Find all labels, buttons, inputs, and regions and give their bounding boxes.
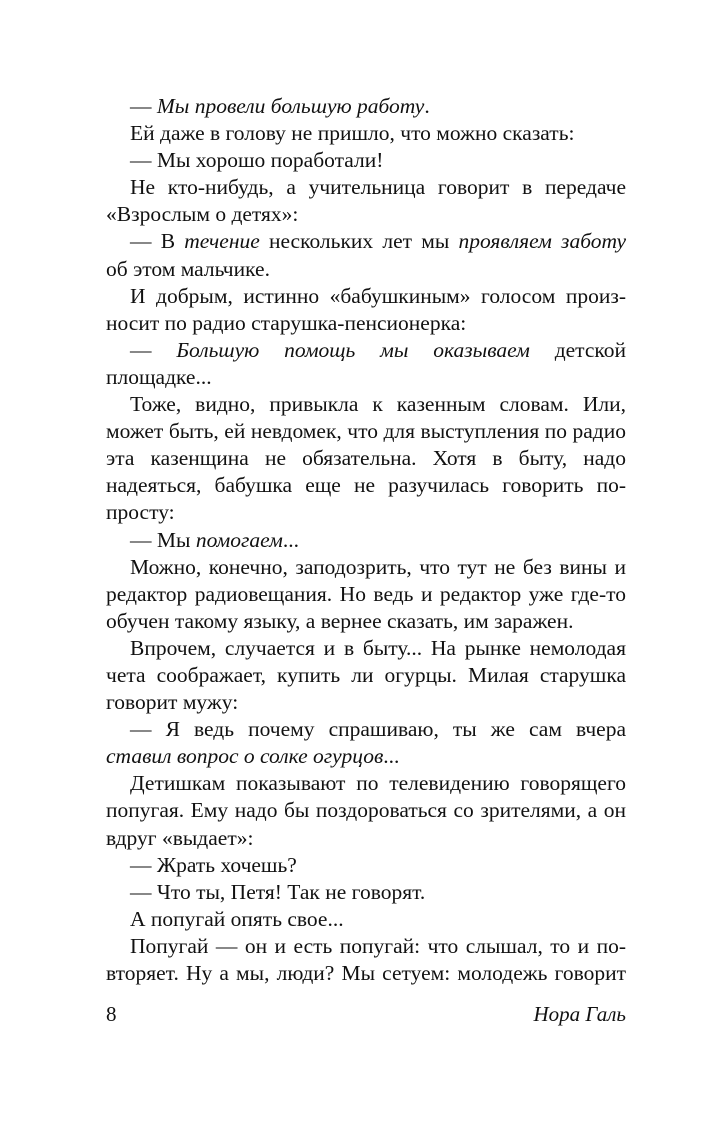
text-run: — Мы хорошо поработали! (130, 148, 384, 173)
paragraph (106, 228, 626, 282)
text-run: — Я ведь почему спрашиваю, ты же сам вчера (130, 717, 626, 742)
text-run: — (130, 337, 177, 362)
text-run: детской площадке... (106, 337, 626, 389)
text-run: А попугай опять свое... (130, 906, 344, 931)
text-run: — В (130, 229, 185, 254)
page-body (106, 93, 626, 987)
paragraph (106, 635, 626, 716)
italic-run: проявляем заботу (458, 229, 627, 254)
paragraph (106, 554, 626, 635)
paragraph (106, 391, 626, 526)
paragraph (106, 933, 626, 987)
text-run: Впрочем, случается и в быту... На рынке немолодая чета соображает, купить ли огурцы. Милая старушка говорит мужу: (106, 635, 626, 715)
text-run: Можно, конечно, заподозрить, что тут не без вины и редактор радиовещания. Но ведь и редактор уже где-то обучен такому языку, а вернее сказать, им заражен. (106, 554, 626, 633)
paragraph (106, 852, 626, 879)
italic-run: ставил вопрос о солке огурцов (106, 744, 384, 769)
paragraph (106, 93, 626, 120)
paragraph (106, 716, 626, 770)
italic-run: течение (184, 229, 260, 254)
author-name: Нора Галь (533, 1002, 626, 1026)
text-run: Попугай — он и есть попугай: что слышал, то и повторяет. Ну а мы, люди? Мы сетуем: молодежь говорит (106, 933, 626, 985)
text-run: нескольких лет мы (259, 229, 459, 254)
page-number: 8 (106, 1002, 117, 1026)
text-run: — (130, 94, 157, 118)
paragraph (106, 283, 626, 337)
paragraph (106, 120, 626, 147)
text-run: — Что ты, Петя! Так не говорят. (130, 879, 426, 904)
text-run: ... (383, 744, 400, 769)
paragraph (106, 527, 626, 554)
text-run: ... (282, 527, 299, 552)
text-run: И добрым, истинно «бабушкиным» голосом произносит по радио старушка-пенсионерка: (106, 283, 626, 335)
page-footer (106, 1001, 626, 1027)
text-run: . (424, 94, 430, 118)
text-run: об этом мальчике. (106, 256, 270, 281)
paragraph (106, 770, 626, 851)
paragraph (106, 147, 626, 174)
italic-run: Мы провели большую работу (156, 94, 425, 118)
text-run: Ей даже в голову не пришло, что можно сказать: (130, 121, 575, 146)
paragraph (106, 906, 626, 933)
paragraph (106, 174, 626, 228)
italic-run: помогаем (195, 527, 283, 552)
italic-run: Большую помощь мы оказываем (176, 337, 530, 362)
text-run: — Мы (130, 527, 196, 552)
text-run: Не кто-нибудь, а учительница говорит в передаче «Взрослым о детях»: (106, 175, 626, 227)
paragraph (106, 337, 626, 391)
text-run: — Жрать хочешь? (130, 852, 297, 877)
paragraph (106, 879, 626, 906)
text-run: Тоже, видно, привыкла к казенным словам. Или, может быть, ей невдомек, что для выступления по радио эта казенщина не обязательна. Хотя в быту, надо надеяться, бабушка еще не разучилась говорить попросту: (106, 392, 626, 525)
text-run: Детишкам показывают по телевидению говорящего попугая. Ему надо бы поздороваться со зрителями, а он вдруг «выдает»: (106, 771, 626, 850)
